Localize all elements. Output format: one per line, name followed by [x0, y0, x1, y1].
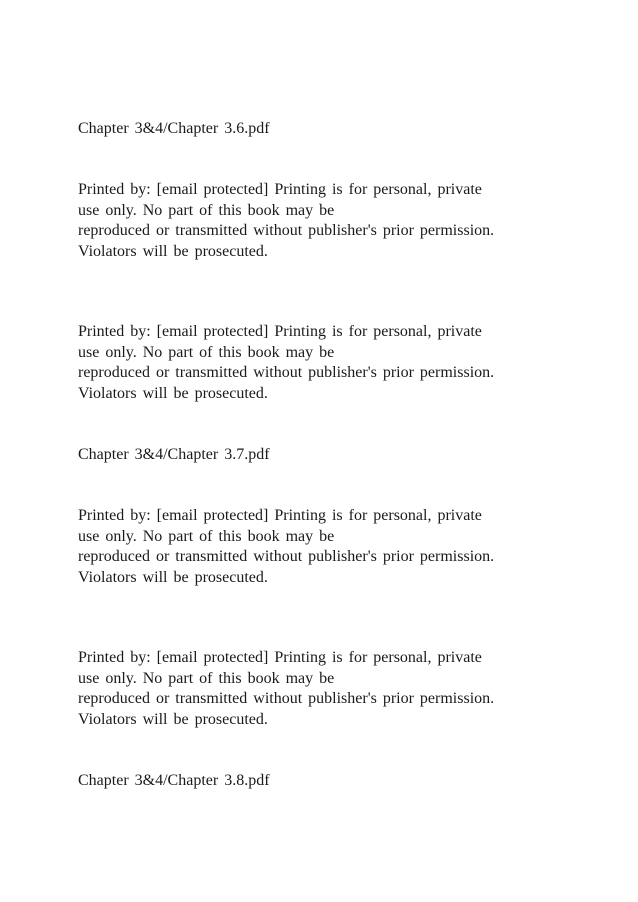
chapter-heading-3-8: Chapter 3&4/Chapter 3.8.pdf — [78, 772, 270, 789]
notice-line: Printed by: [email protected] Printing is for personal, private — [78, 649, 482, 666]
print-notice-4 — [78, 648, 618, 730]
notice-line: Violators will be prosecuted. — [78, 384, 268, 402]
notice-line: reproduced or transmitted without publisher's prior permission. — [78, 222, 495, 239]
notice-line: use only. No part of this book may be — [78, 201, 335, 219]
chapter-heading-3-6: Chapter 3&4/Chapter 3.6.pdf — [78, 120, 270, 137]
notice-line: use only. No part of this book may be — [78, 527, 335, 545]
notice-line: reproduced or transmitted without publisher's prior permission. — [78, 364, 495, 381]
print-notice-1 — [78, 180, 618, 262]
chapter-heading-3-7: Chapter 3&4/Chapter 3.7.pdf — [78, 446, 270, 463]
print-notice-2 — [78, 322, 618, 404]
notice-line: Violators will be prosecuted. — [78, 568, 268, 586]
notice-line: use only. No part of this book may be — [78, 669, 335, 687]
notice-line: Printed by: [email protected] Printing is for personal, private — [78, 323, 482, 340]
notice-line: Violators will be prosecuted. — [78, 710, 268, 728]
notice-line: Violators will be prosecuted. — [78, 242, 268, 260]
notice-line: reproduced or transmitted without publisher's prior permission. — [78, 548, 495, 565]
notice-line: Printed by: [email protected] Printing is for personal, private — [78, 181, 482, 198]
print-notice-3 — [78, 506, 618, 588]
notice-line: use only. No part of this book may be — [78, 343, 335, 361]
notice-line: Printed by: [email protected] Printing is for personal, private — [78, 507, 482, 524]
notice-line: reproduced or transmitted without publisher's prior permission. — [78, 690, 495, 707]
